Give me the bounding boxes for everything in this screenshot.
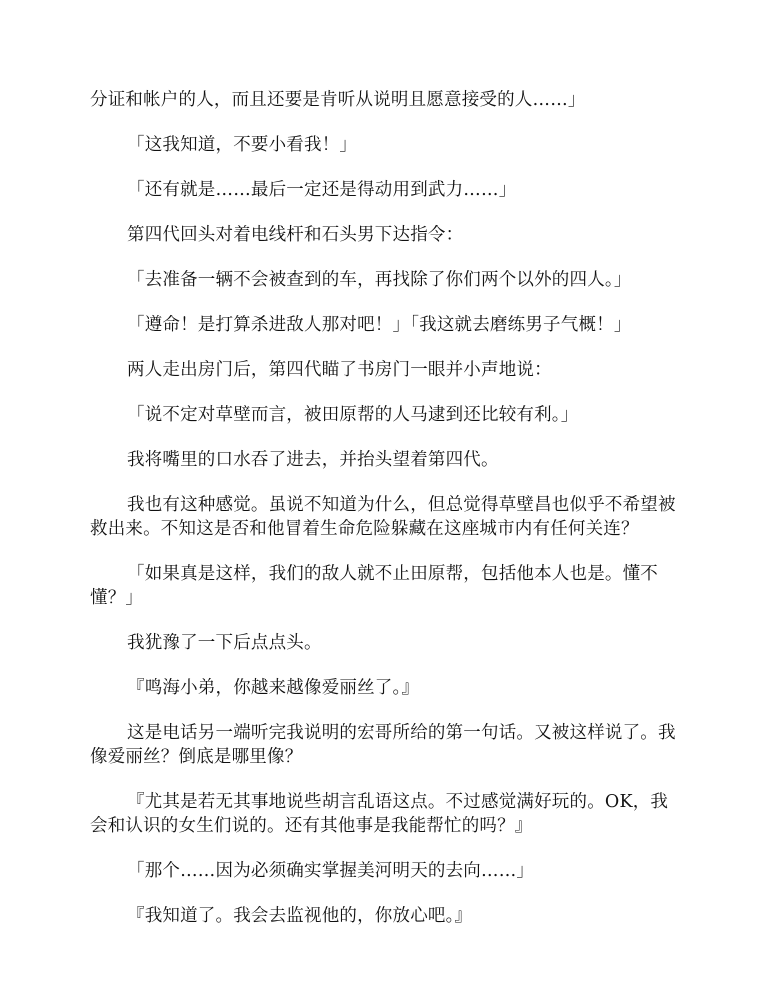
- paragraph: 「这我知道，不要小看我！」: [127, 135, 358, 155]
- paragraph: 分证和帐户的人，而且还要是肯听从说明且愿意接受的人……」: [90, 90, 586, 110]
- paragraph: 我犹豫了一下后点点头。: [127, 633, 322, 653]
- paragraph: 第四代回头对着电线杆和石头男下达指令：: [127, 225, 464, 245]
- paragraph: 两人走出房门后，第四代瞄了书房门一眼并小声地说：: [127, 360, 552, 380]
- paragraph: 我将嘴里的口水吞了进去，并抬头望着第四代。: [127, 450, 499, 470]
- paragraph: 『我知道了。我会去监视他的，你放心吧。』: [127, 906, 473, 926]
- paragraph: 「如果真是这样，我们的敌人就不止田原帮，包括他本人也是。懂不懂？」: [90, 564, 658, 608]
- paragraph: 这是电话另一端听完我说明的宏哥所给的第一句话。又被这样说了。我像爱丽丝？倒底是哪里像？: [90, 723, 676, 767]
- paragraph: 「遵命！是打算杀进敌人那对吧！」「我这就去磨练男子气概！」: [127, 315, 632, 335]
- paragraph: 『鸣海小弟，你越来越像爱丽丝了。』: [127, 678, 420, 698]
- paragraph: 『尤其是若无其事地说些胡言乱语这点。不过感觉满好玩的。OK，我会和认识的女生们说的。还有其他事是我能帮忙的吗？』: [90, 792, 669, 836]
- paragraph: 「说不定对草壁而言，被田原帮的人马逮到还比较有利。」: [127, 405, 579, 425]
- document-page: [90, 88, 680, 949]
- paragraph: 「那个……因为必须确实掌握美河明天的去向……」: [127, 861, 535, 881]
- paragraph: 「还有就是……最后一定还是得动用到武力……」: [127, 180, 517, 200]
- paragraph: 「去准备一辆不会被查到的车，再找除了你们两个以外的四人。」: [127, 270, 632, 290]
- paragraph: 我也有这种感觉。虽说不知道为什么，但总觉得草壁昌也似乎不希望被救出来。不知这是否和他冒着生命危险躲藏在这座城市内有任何关连？: [90, 495, 676, 539]
